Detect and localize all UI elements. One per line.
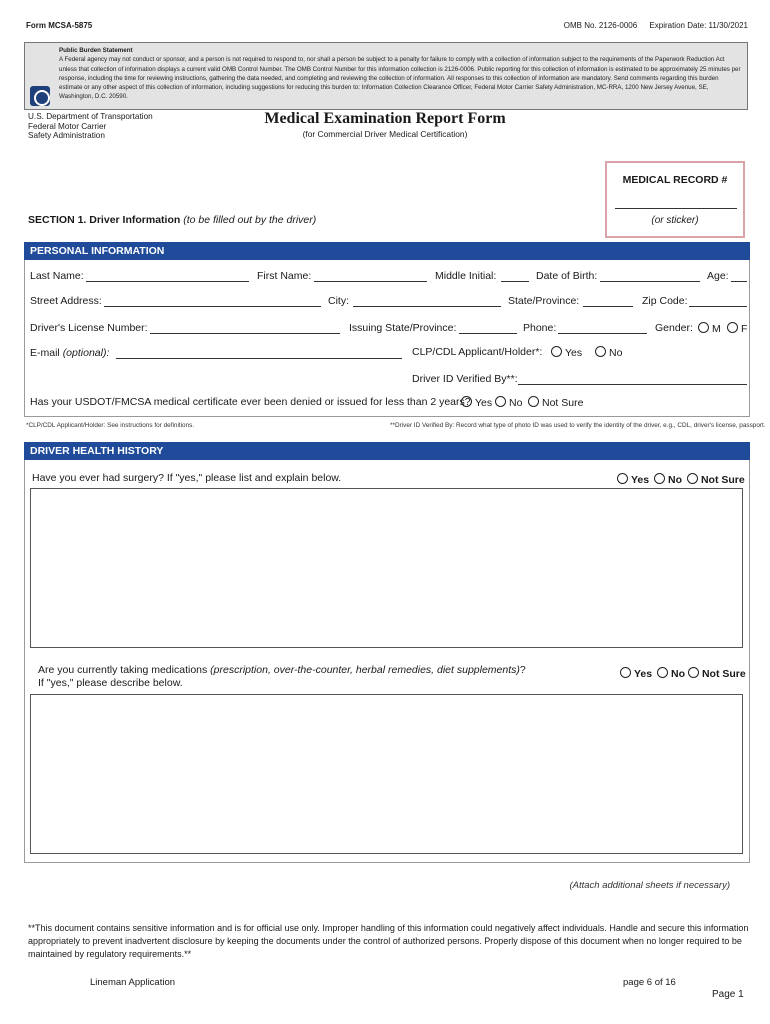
expiration-date: Expiration Date: 11/30/2021 xyxy=(649,21,748,30)
agency-line-3: Safety Administration xyxy=(28,131,105,140)
dob-field[interactable] xyxy=(600,281,700,282)
surgery-yes-label: Yes xyxy=(631,474,650,486)
state-province-field[interactable] xyxy=(583,306,633,307)
denied-not-sure-radio[interactable] xyxy=(528,396,539,407)
denied-not-sure-label: Not Sure xyxy=(542,397,584,409)
email-optional-label: (optional): xyxy=(62,347,110,359)
denied-yes-label: Yes xyxy=(475,397,493,409)
first-name-label: First Name: xyxy=(257,270,312,282)
attach-sheets-note: (Attach additional sheets if necessary) xyxy=(569,880,730,891)
city-field[interactable] xyxy=(353,306,501,307)
clp-footnote: *CLP/CDL Applicant/Holder: See instructions for definitions. xyxy=(26,422,195,429)
surgery-no-radio[interactable] xyxy=(654,473,665,484)
driver-health-history-bar: DRIVER HEALTH HISTORY xyxy=(24,442,750,460)
medications-question-end: ? xyxy=(519,664,526,676)
dot-seal-icon xyxy=(30,86,50,106)
surgery-not-sure-radio[interactable] xyxy=(687,473,698,484)
denied-yes-option[interactable] xyxy=(461,396,492,409)
medications-question-text: Are you currently taking medications xyxy=(38,664,208,676)
denied-no-radio[interactable] xyxy=(495,396,506,407)
gender-m-radio[interactable] xyxy=(698,322,709,333)
denied-not-sure-option[interactable] xyxy=(528,396,583,409)
agency-line-1: U.S. Department of Transportation xyxy=(28,112,153,121)
license-number-label: Driver's License Number: xyxy=(30,322,148,334)
omb-number: OMB No. 2126-0006 xyxy=(563,21,638,30)
street-address-field[interactable] xyxy=(104,306,321,307)
issuing-state-field[interactable] xyxy=(459,333,517,334)
phone-field[interactable] xyxy=(558,333,647,334)
surgery-options xyxy=(617,473,745,486)
surgery-yes-radio[interactable] xyxy=(617,473,628,484)
agency-line-2: Federal Motor Carrier xyxy=(28,121,107,131)
medications-no-label: No xyxy=(671,668,686,680)
gender-f-option[interactable] xyxy=(727,322,747,335)
medications-options xyxy=(620,667,746,680)
sensitive-info-notice: **This document contains sensitive information and is for official use only. Improper handling of this information could negatively affect individuals. Handle and secure this information appropriately to prevent inadvertent disclosure by keeping the documents under the control of authorized persons. Properly dispose of this document when no longer required to be maintained by regulatory requirements.** xyxy=(28,923,749,959)
denied-no-label: No xyxy=(509,397,523,409)
form-title: Medical Examination Report Form xyxy=(264,110,506,127)
age-field[interactable] xyxy=(731,281,747,282)
footer-page-of: page 6 of 16 xyxy=(623,977,676,988)
medications-not-sure-radio[interactable] xyxy=(688,667,699,678)
clp-no-option[interactable] xyxy=(595,346,622,359)
age-label: Age: xyxy=(707,270,729,282)
medications-question-examples: (prescription, over-the-counter, herbal remedies, diet supplements) xyxy=(210,664,520,676)
last-name-label: Last Name: xyxy=(30,270,84,282)
section-1-subtitle: (to be filled out by the driver) xyxy=(183,214,317,226)
email-label-group xyxy=(30,347,109,359)
street-address-label: Street Address: xyxy=(30,295,102,307)
medical-record-field[interactable] xyxy=(615,208,737,209)
section-1-heading xyxy=(28,214,316,226)
clp-no-label: No xyxy=(609,347,623,359)
driver-id-verified-field[interactable] xyxy=(518,384,747,385)
last-name-field[interactable] xyxy=(86,281,249,282)
gender-m-option[interactable] xyxy=(698,322,721,335)
dob-label: Date of Birth: xyxy=(536,270,598,282)
footer-application-name: Lineman Application xyxy=(90,977,176,988)
denied-yes-radio[interactable] xyxy=(461,396,472,407)
personal-information-frame xyxy=(24,260,750,417)
middle-initial-field[interactable] xyxy=(501,281,529,282)
state-province-label: State/Province: xyxy=(508,295,580,307)
gender-label: Gender: xyxy=(655,322,693,334)
clp-cdl-label: CLP/CDL Applicant/Holder*: xyxy=(412,346,543,358)
zip-code-field[interactable] xyxy=(689,306,747,307)
medical-record-box xyxy=(605,161,745,238)
denied-no-option[interactable] xyxy=(495,396,522,409)
phone-label: Phone: xyxy=(523,322,557,334)
gender-m-label: M xyxy=(712,323,721,335)
gender-f-label: F xyxy=(741,323,748,335)
medications-yes-radio[interactable] xyxy=(620,667,631,678)
medications-no-radio[interactable] xyxy=(657,667,668,678)
omb-info xyxy=(554,21,748,30)
personal-information-bar: PERSONAL INFORMATION xyxy=(24,242,750,260)
driver-id-footnote: **Driver ID Verified By: Record what type of photo ID was used to verify the identity of the driver, e.g., CDL, driver's license, passport. xyxy=(390,422,766,429)
issuing-state-label: Issuing State/Province: xyxy=(349,322,457,334)
clp-yes-label: Yes xyxy=(565,347,583,359)
clp-yes-radio[interactable] xyxy=(551,346,562,357)
license-number-field[interactable] xyxy=(150,333,340,334)
surgery-no-label: No xyxy=(668,474,683,486)
medical-record-title: MEDICAL RECORD # xyxy=(622,174,728,186)
medications-not-sure-label: Not Sure xyxy=(701,668,746,680)
clp-yes-option[interactable] xyxy=(551,346,582,359)
medications-description-textbox[interactable] xyxy=(30,694,743,854)
medications-describe: If "yes," please describe below. xyxy=(38,677,183,689)
form-subtitle: (for Commercial Driver Medical Certification) xyxy=(302,129,468,139)
zip-code-label: Zip Code: xyxy=(642,295,688,307)
section-1-title: SECTION 1. Driver Information xyxy=(28,214,181,226)
burden-text-block xyxy=(59,46,743,102)
surgery-not-sure-label: Not Sure xyxy=(700,474,745,486)
sticker-label: (or sticker) xyxy=(651,215,699,226)
driver-id-verified-label: Driver ID Verified By**: xyxy=(412,373,518,385)
certificate-denied-question: Has your USDOT/FMCSA medical certificate ever been denied or issued for less than 2 years? xyxy=(30,396,471,408)
medications-yes-label: Yes xyxy=(634,668,653,680)
email-label: E-mail xyxy=(30,347,60,359)
burden-statement xyxy=(24,42,748,110)
middle-initial-label: Middle Initial: xyxy=(435,270,497,282)
footer-page-number: Page 1 xyxy=(712,989,744,1000)
burden-body: A Federal agency may not conduct or sponsor, and a person is not required to respond to, nor shall a person be subject to a penalty for failure to comply with a collection of information subject to the requirements of the Paperwork Reduction Act unless that collection of information displays a current valid OMB Control Number. The OMB Control Number for this information collection is 2126-0006. Public reporting for this collection of information is estimated to be approximately 25 minutes per response, including the time for reviewing instructions, gathering the data needed, and completing and reviewing the collection of information. All responses to this collection of information are mandatory. Send comments regarding this burden estimate or any other aspect of this collection of information, including suggestions for reducing this burden to: Information Collection Clearance Officer, Federal Motor Carrier Safety Administration, MC-RRA, 1200 New Jersey Avenue, SE, Washington, D.C. 20590. xyxy=(59,56,741,101)
clp-no-radio[interactable] xyxy=(595,346,606,357)
surgery-question: Have you ever had surgery? If "yes," please list and explain below. xyxy=(32,472,342,484)
form-id: Form MCSA-5875 xyxy=(26,21,93,30)
email-field[interactable] xyxy=(116,358,402,359)
burden-title: Public Burden Statement xyxy=(59,47,133,54)
city-label: City: xyxy=(328,295,349,307)
first-name-field[interactable] xyxy=(314,281,427,282)
gender-f-radio[interactable] xyxy=(727,322,738,333)
medications-question xyxy=(38,664,526,676)
surgery-explanation-textbox[interactable] xyxy=(30,488,743,648)
